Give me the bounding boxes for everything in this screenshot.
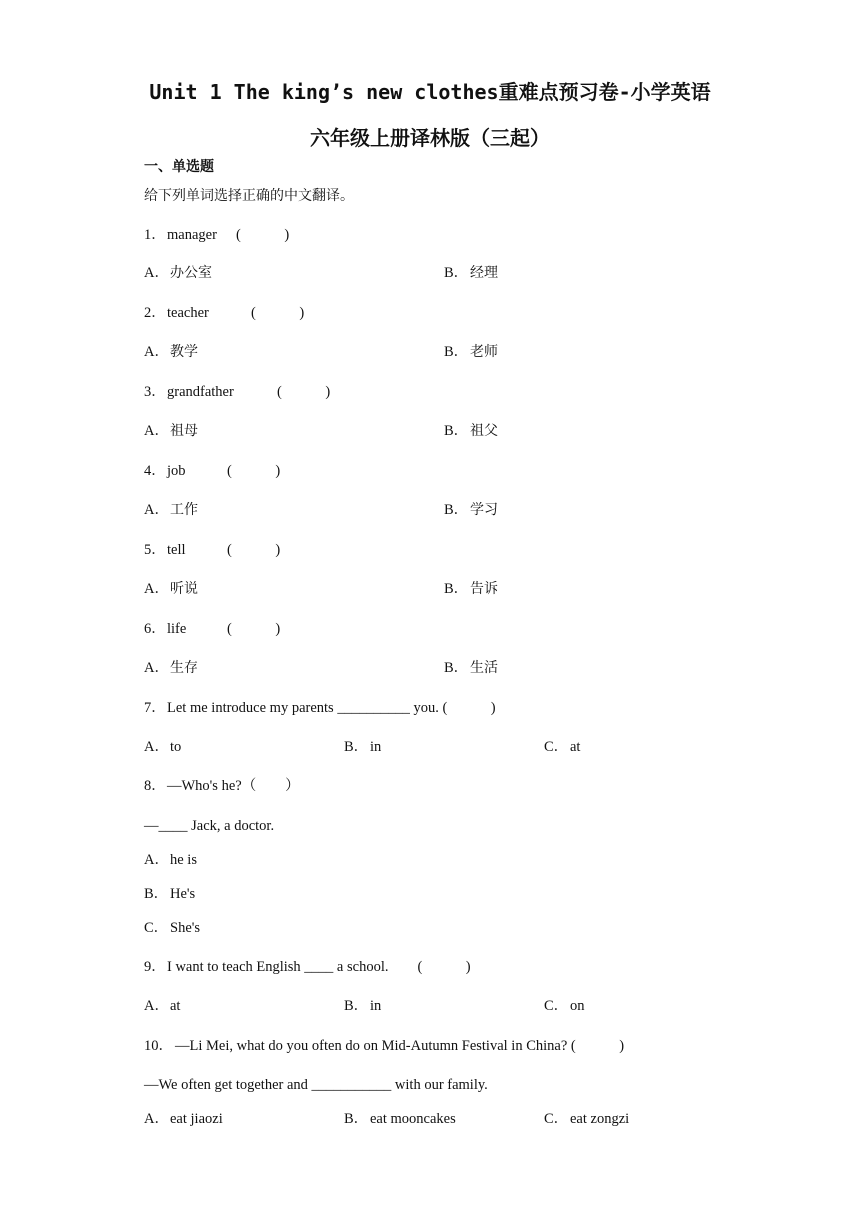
option-text: He's: [170, 886, 196, 902]
option-text: 教学: [170, 344, 198, 360]
question-stem: teacher: [167, 305, 209, 321]
option-label: B．: [444, 265, 469, 281]
option-label: C．: [544, 1111, 569, 1127]
question-stem: —Li Mei, what do you often do on Mid-Autumn Festival in China? ( ): [175, 1038, 625, 1054]
question-number: 2．: [144, 305, 166, 321]
question-stem: I want to teach English ____ a school. ( ): [167, 959, 471, 975]
option-text: to: [170, 739, 182, 755]
option-text: eat mooncakes: [370, 1111, 456, 1127]
answer-bracket: ( ): [236, 227, 290, 243]
question-number: 8．: [144, 778, 166, 794]
option-text: 经理: [470, 265, 498, 281]
option-label: A．: [144, 660, 169, 676]
option-text: She's: [170, 920, 201, 936]
question-stem: manager: [167, 227, 217, 243]
question-number: 4．: [144, 463, 166, 479]
answer-bracket: ( ): [277, 384, 331, 400]
question-number: 10．: [144, 1038, 173, 1054]
question-line2: —____ Jack, a doctor.: [144, 818, 275, 834]
section-heading: 一、单选题: [144, 159, 214, 175]
question-stem: job: [167, 463, 186, 479]
page-title: Unit 1 The king’s new clothes重难点预习卷-小学英语: [149, 80, 711, 104]
answer-bracket: ( ): [227, 542, 281, 558]
option-text: 工作: [170, 502, 198, 518]
option-text: at: [570, 739, 581, 755]
answer-bracket: ( ): [227, 463, 281, 479]
option-text: 老师: [470, 344, 498, 360]
option-text: 祖母: [170, 423, 198, 439]
option-label: C．: [544, 998, 569, 1014]
option-text: 生活: [470, 660, 498, 676]
option-label: B．: [444, 502, 469, 518]
option-text: 学习: [470, 502, 498, 518]
option-text: 办公室: [170, 265, 212, 281]
option-text: in: [370, 739, 382, 755]
question-number: 7．: [144, 700, 166, 716]
option-label: B．: [344, 1111, 369, 1127]
page-subtitle: 六年级上册译林版（三起）: [310, 126, 550, 150]
question-line2: —We often get together and ___________ with our family.: [144, 1077, 488, 1093]
question-number: 6．: [144, 621, 166, 637]
option-label: B．: [444, 581, 469, 597]
option-text: 生存: [170, 660, 198, 676]
question-stem: life: [167, 621, 187, 637]
option-label: C．: [144, 920, 169, 936]
section-instruction: 给下列单词选择正确的中文翻译。: [144, 188, 354, 204]
question-number: 5．: [144, 542, 166, 558]
option-label: C．: [544, 739, 569, 755]
option-label: A．: [144, 852, 169, 868]
option-label: A．: [144, 344, 169, 360]
option-label: A．: [144, 739, 169, 755]
option-label: A．: [144, 1111, 169, 1127]
option-text: he is: [170, 852, 197, 868]
option-text: 听说: [170, 581, 198, 597]
option-text: at: [170, 998, 181, 1014]
question-stem: —Who's he?（ ）: [167, 778, 300, 794]
option-label: B．: [144, 886, 169, 902]
option-text: eat jiaozi: [170, 1111, 223, 1127]
question-number: 3．: [144, 384, 166, 400]
option-label: A．: [144, 581, 169, 597]
answer-bracket: ( ): [251, 305, 305, 321]
option-label: A．: [144, 998, 169, 1014]
option-text: on: [570, 998, 585, 1014]
answer-bracket: ( ): [227, 621, 281, 637]
option-text: eat zongzi: [570, 1111, 630, 1127]
option-label: A．: [144, 502, 169, 518]
option-label: B．: [444, 344, 469, 360]
option-label: B．: [344, 739, 369, 755]
question-number: 9．: [144, 959, 166, 975]
question-stem: grandfather: [167, 384, 234, 400]
option-text: in: [370, 998, 382, 1014]
question-stem: Let me introduce my parents __________ you. ( ): [167, 700, 496, 716]
question-stem: tell: [167, 542, 186, 558]
option-text: 告诉: [470, 581, 498, 597]
option-label: B．: [444, 423, 469, 439]
option-label: B．: [444, 660, 469, 676]
option-text: 祖父: [470, 423, 498, 439]
option-label: A．: [144, 265, 169, 281]
option-label: B．: [344, 998, 369, 1014]
question-number: 1．: [144, 227, 166, 243]
option-label: A．: [144, 423, 169, 439]
